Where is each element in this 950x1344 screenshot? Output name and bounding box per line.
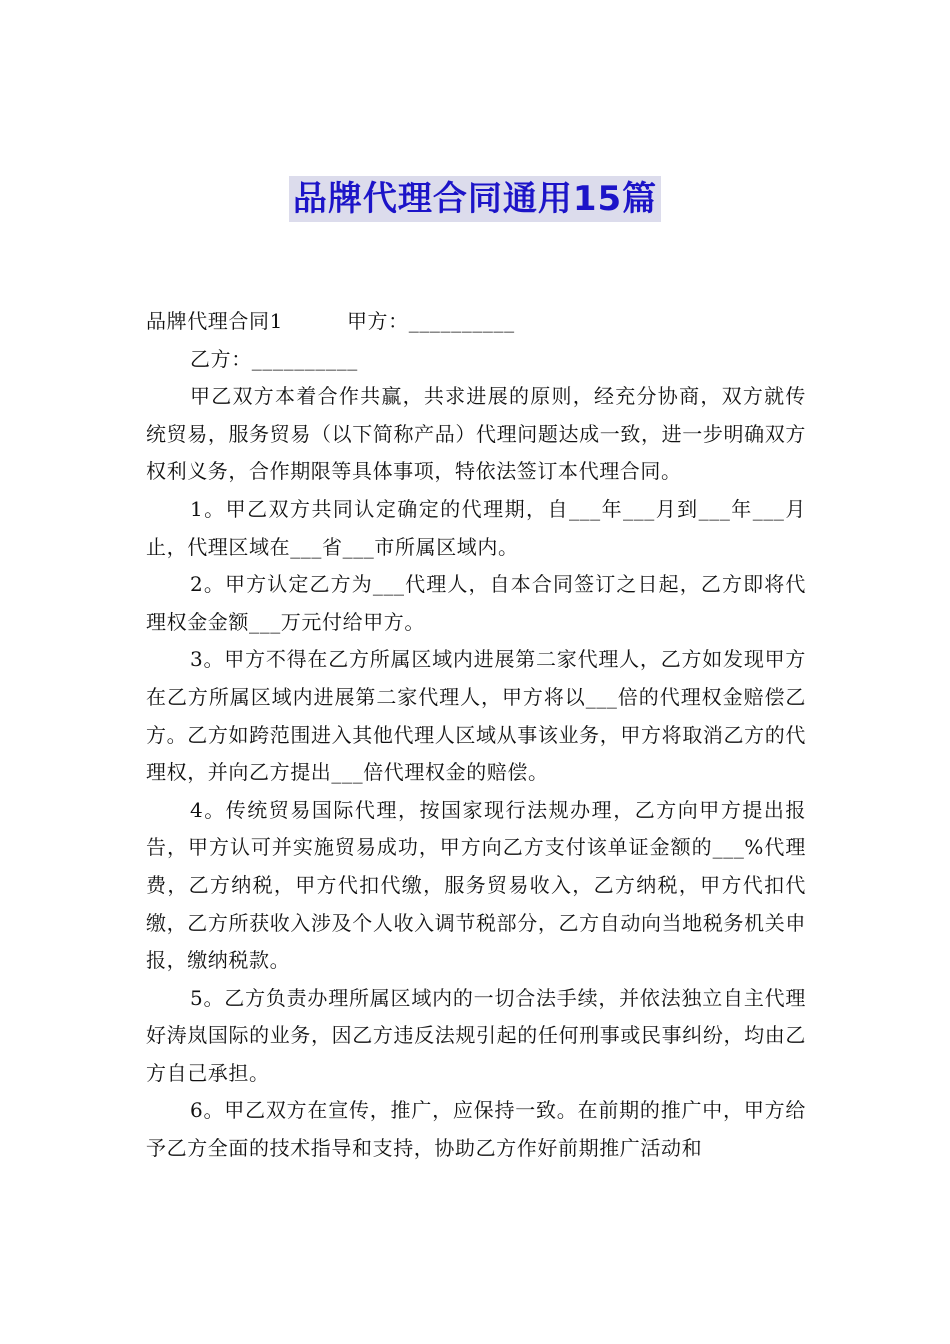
document-title: 品牌代理合同通用15篇	[289, 176, 661, 222]
document-body	[146, 303, 806, 1168]
party-a-line: 甲方：__________	[346, 309, 515, 333]
paragraph-clause-4: 4。传统贸易国际代理，按国家现行法规办理，乙方向甲方提出报告，甲方认可并实施贸易成功，甲方向乙方支付该单证金额的___%代理费，乙方纳税，甲方代扣代缴，服务贸易收入，乙方纳税，甲方代扣代缴，乙方所获收入涉及个人收入调节税部分，乙方自动向当地税务机关申报，缴纳税款。	[146, 797, 806, 973]
title-area	[0, 176, 950, 222]
paragraph-clause-3: 3。甲方不得在乙方所属区域内进展第二家代理人，乙方如发现甲方在乙方所属区域内进展第二家代理人，甲方将以___倍的代理权金赔偿乙方。乙方如跨范围进入其他代理人区域从事该业务，甲方将取消乙方的代理权，并向乙方提出___倍代理权金的赔偿。	[146, 647, 806, 785]
contract-header-line	[146, 303, 806, 341]
paragraph-intro: 甲乙双方本着合作共赢，共求进展的原则，经充分协商，双方就传统贸易，服务贸易（以下简称产品）代理问题达成一致，进一步明确双方权利义务，合作期限等具体事项，特依法签订本代理合同。	[146, 384, 806, 484]
paragraph-clause-5: 5。乙方负责办理所属区域内的一切合法手续，并依法独立自主代理好涛岚国际的业务，因乙方违反法规引起的任何刑事或民事纠纷，均由乙方自己承担。	[146, 985, 806, 1085]
party-b-line: 乙方：__________	[190, 346, 358, 371]
paragraph-clause-6: 6。甲乙双方在宣传，推广，应保持一致。在前期的推广中，甲方给予乙方全面的技术指导和支持，协助乙方作好前期推广活动和	[146, 1098, 806, 1161]
paragraph-clause-1: 1。甲乙双方共同认定确定的代理期，自___年___月到___年___月止，代理区域在___省___市所属区域内。	[146, 496, 806, 559]
paragraph-clause-2: 2。甲方认定乙方为___代理人，自本合同签订之日起，乙方即将代理权金金额___万元付给甲方。	[146, 572, 806, 634]
contract-label: 品牌代理合同1	[146, 309, 283, 333]
